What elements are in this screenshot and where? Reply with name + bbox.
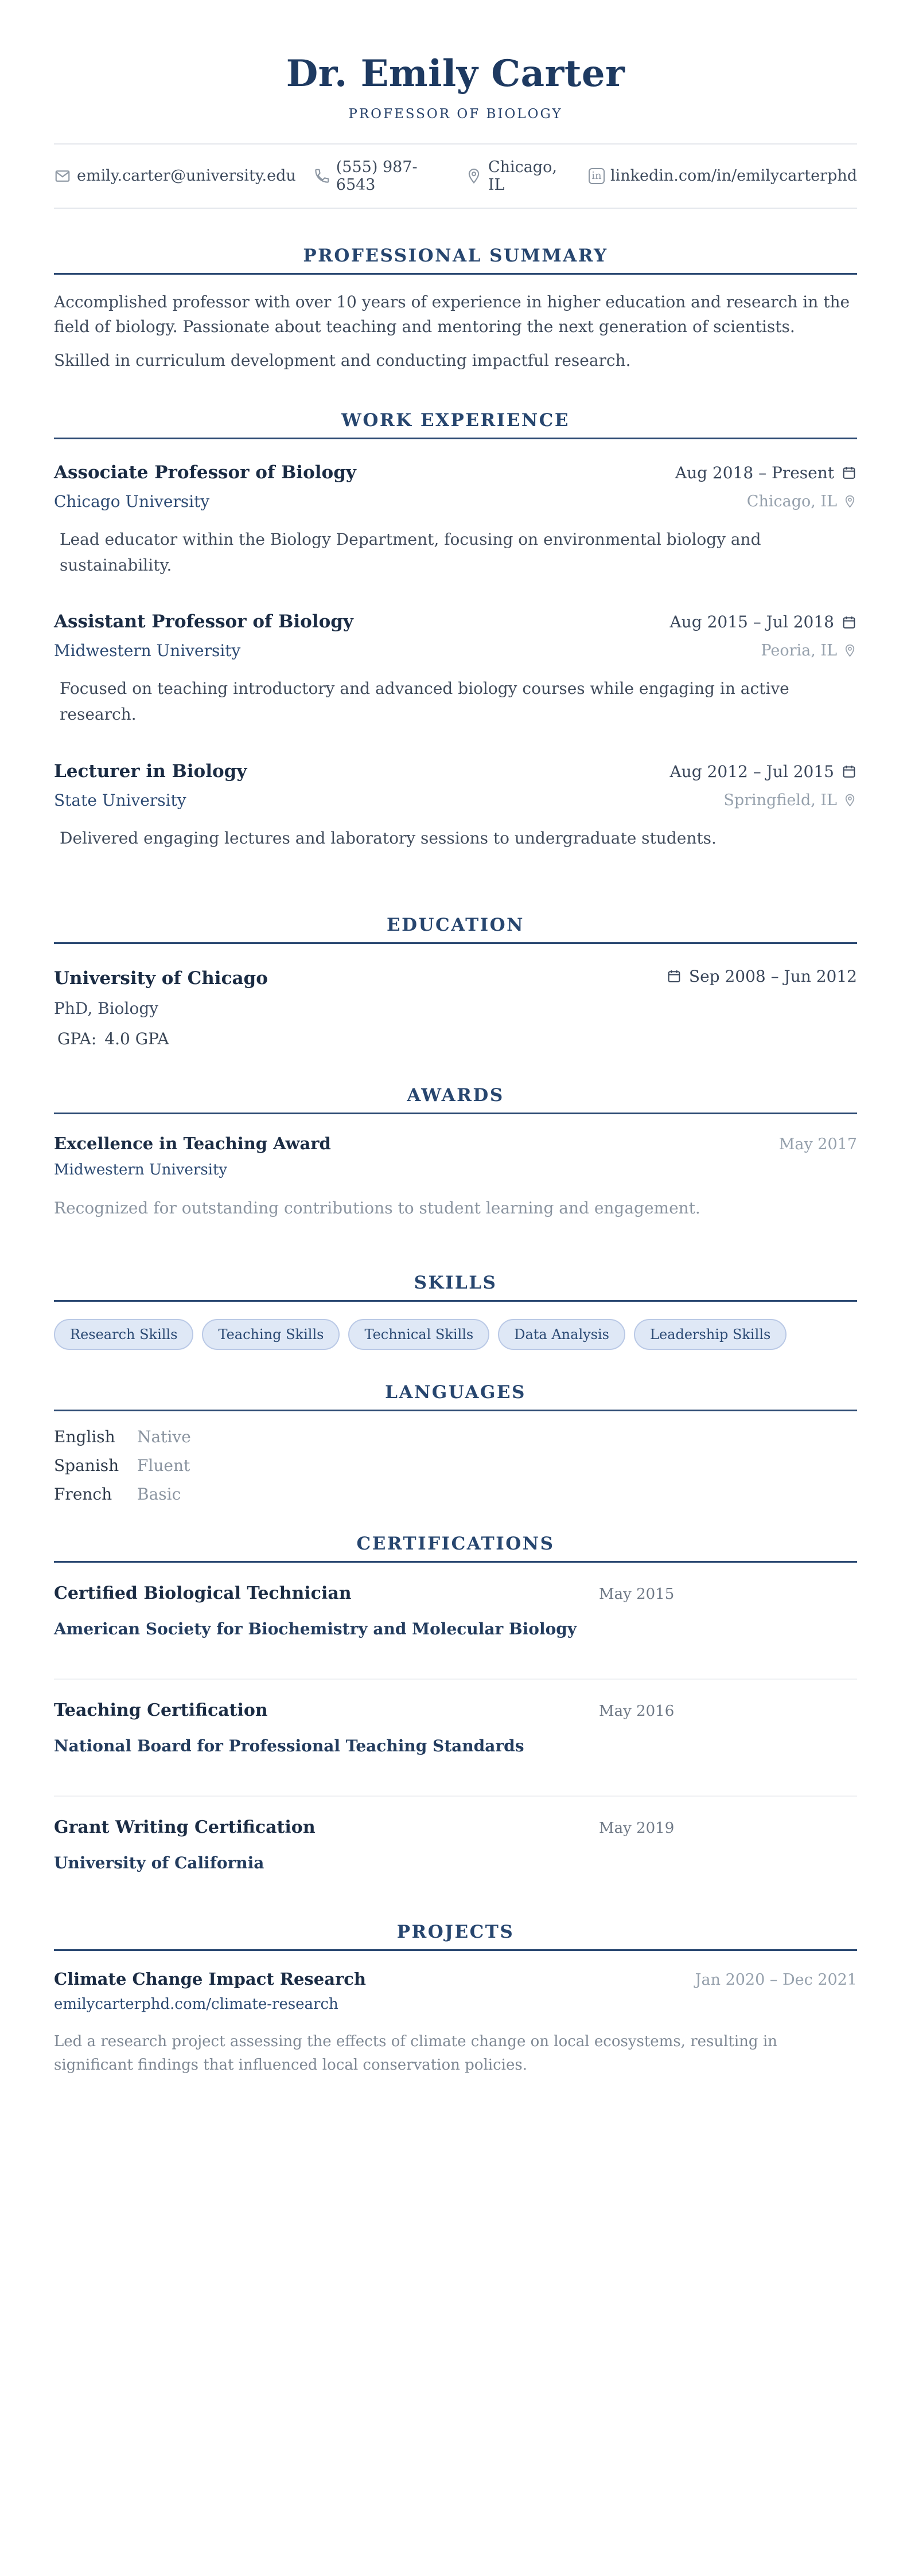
summary-heading: PROFESSIONAL SUMMARY — [303, 245, 608, 266]
gpa-value: 4.0 GPA — [104, 1029, 169, 1049]
section-rule — [54, 942, 857, 944]
job-description: Focused on teaching introductory and advanced biology courses while engaging in active research. — [60, 679, 789, 724]
job-title: Associate Professor of Biology — [54, 462, 356, 483]
certification-date: May 2019 — [599, 1820, 675, 1837]
person-job-title: PROFESSOR OF BIOLOGY — [348, 106, 563, 122]
contact-linkedin-text: linkedin.com/in/emilycarterphd — [610, 167, 857, 185]
section-projects — [54, 1922, 857, 2077]
gpa-line — [54, 1029, 857, 1048]
education-entry — [54, 967, 857, 1049]
award-entry — [54, 1134, 857, 1220]
certification-entry — [54, 1797, 857, 1895]
section-certifications — [54, 1533, 857, 1895]
language-level: Basic — [137, 1485, 181, 1504]
contact-linkedin[interactable] — [589, 167, 857, 185]
job-description: Lead educator within the Biology Department, focusing on environmental biology and sustainability. — [60, 529, 761, 575]
section-awards — [54, 1085, 857, 1220]
certification-entry — [54, 1680, 857, 1797]
section-education — [54, 915, 857, 1049]
job-title: Assistant Professor of Biology — [54, 611, 353, 633]
skill-pill: Teaching Skills — [202, 1319, 340, 1351]
award-date: May 2017 — [778, 1135, 857, 1154]
mail-icon — [54, 167, 71, 185]
certification-date: May 2016 — [599, 1703, 675, 1720]
contact-email[interactable] — [54, 167, 296, 185]
language-row — [54, 1427, 857, 1446]
contact-location-text: Chicago, IL — [488, 158, 557, 194]
language-level: Native — [137, 1427, 191, 1447]
section-rule — [54, 438, 857, 439]
location-pin-icon — [465, 167, 482, 185]
contact-location — [465, 158, 571, 194]
section-rule — [54, 1300, 857, 1302]
language-name: English — [54, 1427, 115, 1447]
certification-name: Teaching Certification — [54, 1700, 268, 1721]
certification-org: American Society for Biochemistry and Molecular Biology — [54, 1619, 577, 1639]
calendar-icon — [666, 968, 682, 984]
location-pin-icon — [843, 643, 857, 658]
job-entry — [54, 761, 857, 852]
job-title: Lecturer in Biology — [54, 760, 247, 782]
calendar-icon — [841, 763, 857, 779]
certifications-heading: CERTIFICATIONS — [356, 1533, 555, 1555]
language-name: Spanish — [54, 1456, 119, 1476]
section-rule — [54, 1410, 857, 1411]
award-title: Excellence in Teaching Award — [54, 1134, 331, 1154]
certification-name: Certified Biological Technician — [54, 1583, 352, 1604]
degree: PhD, Biology — [54, 999, 159, 1018]
education-heading: EDUCATION — [387, 914, 524, 935]
person-name: Dr. Emily Carter — [286, 52, 625, 95]
school-name: University of Chicago — [54, 968, 268, 989]
project-title: Climate Change Impact Research — [54, 1969, 367, 1989]
section-rule — [54, 273, 857, 275]
job-location: Peoria, IL — [761, 642, 837, 660]
job-dates: Aug 2012 – Jul 2015 — [669, 762, 834, 781]
section-summary — [54, 245, 857, 373]
certification-org: University of California — [54, 1853, 264, 1873]
language-name: French — [54, 1485, 112, 1504]
award-org: Midwestern University — [54, 1161, 228, 1179]
contact-phone — [313, 158, 448, 194]
language-row — [54, 1485, 857, 1504]
job-location: Chicago, IL — [746, 492, 837, 510]
section-languages — [54, 1382, 857, 1504]
experience-heading: WORK EXPERIENCE — [341, 409, 570, 431]
awards-heading: AWARDS — [407, 1085, 504, 1106]
certification-date: May 2015 — [599, 1586, 675, 1603]
contact-email-text: emily.carter@university.edu — [77, 167, 296, 185]
certification-org: National Board for Professional Teaching Standards — [54, 1736, 524, 1756]
project-link[interactable]: emilycarterphd.com/climate-research — [54, 1996, 338, 2013]
skill-pill: Technical Skills — [348, 1319, 489, 1351]
skills-heading: SKILLS — [414, 1272, 497, 1293]
summary-paragraph-1: Accomplished professor with over 10 years of experience in higher education and research in the field of biology. Passionate about teaching and mentoring the next generation of scientists. — [54, 292, 850, 336]
summary-paragraph-2: Skilled in curriculum development and conducting impactful research. — [54, 351, 631, 370]
skill-pill-row — [54, 1319, 857, 1351]
certification-name: Grant Writing Certification — [54, 1817, 316, 1838]
skill-pill: Leadership Skills — [634, 1319, 787, 1351]
award-description: Recognized for outstanding contributions to student learning and engagement. — [54, 1199, 700, 1218]
section-skills — [54, 1273, 857, 1351]
job-location: Springfield, IL — [723, 791, 837, 809]
job-dates: Aug 2018 – Present — [675, 463, 834, 482]
language-row — [54, 1456, 857, 1475]
job-description: Delivered engaging lectures and laboratory sessions to undergraduate students. — [60, 828, 717, 848]
section-rule — [54, 1949, 857, 1951]
gpa-label: GPA: — [57, 1029, 97, 1049]
phone-icon — [313, 167, 330, 185]
linkedin-icon: in — [589, 168, 605, 184]
skill-pill: Research Skills — [54, 1319, 193, 1351]
job-dates: Aug 2015 – Jul 2018 — [669, 612, 834, 632]
calendar-icon — [841, 465, 857, 481]
language-table — [54, 1427, 857, 1504]
location-pin-icon — [843, 793, 857, 807]
languages-heading: LANGUAGES — [385, 1382, 526, 1403]
section-rule — [54, 1113, 857, 1114]
education-dates: Sep 2008 – Jun 2012 — [688, 966, 857, 986]
resume-page — [54, 0, 857, 2077]
job-company: State University — [54, 790, 186, 810]
job-company: Midwestern University — [54, 641, 241, 661]
project-entry — [54, 1969, 857, 2077]
job-entry — [54, 611, 857, 728]
project-description: Led a research project assessing the effects of climate change on local ecosystems, resulting in significant findings that influenced local conservation policies. — [54, 2033, 777, 2074]
job-entry — [54, 462, 857, 579]
job-company: Chicago University — [54, 491, 210, 511]
language-level: Fluent — [137, 1456, 190, 1476]
contact-phone-text: (555) 987-6543 — [336, 158, 418, 194]
contact-bar — [54, 143, 857, 209]
project-dates: Jan 2020 – Dec 2021 — [695, 1971, 857, 1989]
skill-pill: Data Analysis — [498, 1319, 625, 1351]
calendar-icon — [841, 614, 857, 630]
certification-entry — [54, 1563, 857, 1680]
projects-heading: PROJECTS — [396, 1922, 515, 1943]
section-experience — [54, 410, 857, 852]
location-pin-icon — [843, 494, 857, 509]
